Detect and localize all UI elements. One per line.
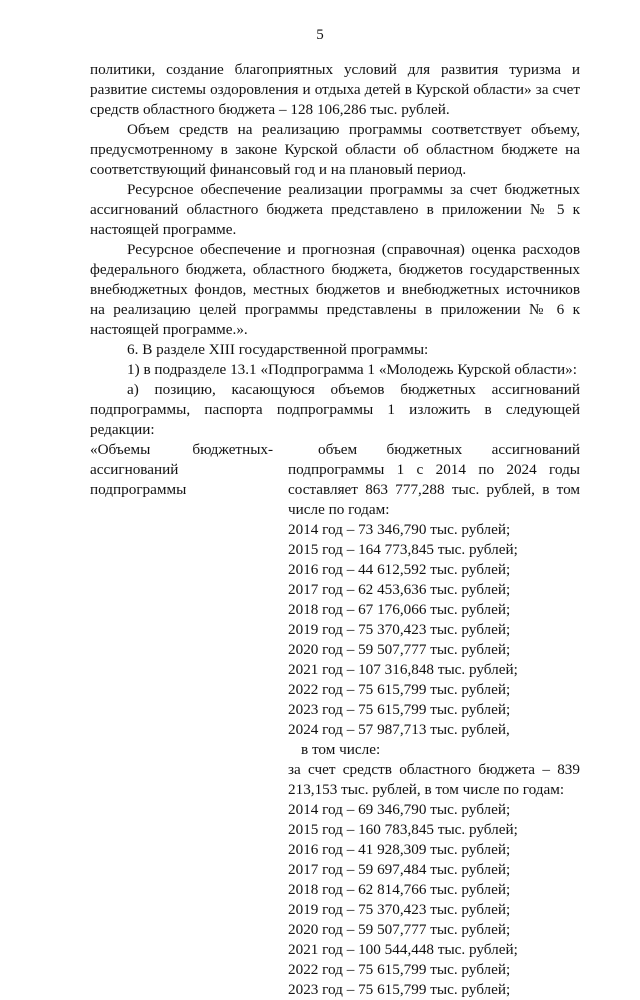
paragraph: а) позицию, касающуюся объемов бюджетных ассигнований подпрограммы, паспорта подпрограммы 1 изложить в следующей редакции: <box>90 381 580 438</box>
document-body <box>90 60 580 1000</box>
page-number: 5 <box>316 27 324 43</box>
year-line: 2017 год – 59 697,484 тыс. рублей; <box>288 861 511 878</box>
year-line: 2016 год – 41 928,309 тыс. рублей; <box>288 841 511 858</box>
year-line: 2014 год – 73 346,790 тыс. рублей; <box>288 521 511 538</box>
year-line: 2015 год – 160 783,845 тыс. рублей; <box>288 821 518 838</box>
including-label: в том числе: <box>301 741 381 758</box>
subsection-heading: 1) в подразделе 13.1 «Подпрограмма 1 «Молодежь Курской области»: <box>127 361 577 378</box>
year-line: 2019 год – 75 370,423 тыс. рублей; <box>288 621 511 638</box>
year-line: 2017 год – 62 453,636 тыс. рублей; <box>288 581 511 598</box>
year-line: 2018 год – 67 176,066 тыс. рублей; <box>288 601 511 618</box>
table-left-label: «Объемы бюджетных ассигнований подпрограммы <box>90 441 268 498</box>
year-line: 2022 год – 75 615,799 тыс. рублей; <box>288 961 511 978</box>
paragraph: Ресурсное обеспечение и прогнозная (справочная) оценка расходов федерального бюджета, областного бюджета, бюджетов государственных внебюджетных фондов, местных бюджетов и внебюджетных источников на реализацию целей программы представлены в приложении № 6 к настоящей программе.». <box>90 241 580 338</box>
year-line: 2019 год – 75 370,423 тыс. рублей; <box>288 901 511 918</box>
paragraph: Объем средств на реализацию программы соответствует объему, предусмотренному в законе Курской области об областном бюджете на соответствующий финансовый год и на плановый период. <box>90 121 580 178</box>
year-line: 2020 год – 59 507,777 тыс. рублей; <box>288 641 511 658</box>
table-intro: объем бюджетных ассигнований подпрограммы 1 с 2014 по 2024 годы составляет 863 777,288 тыс. рублей, в том числе по годам: <box>288 441 580 518</box>
year-line: 2024 год – 57 987,713 тыс. рублей, <box>288 721 510 738</box>
year-line: 2015 год – 164 773,845 тыс. рублей; <box>288 541 518 558</box>
year-line: 2022 год – 75 615,799 тыс. рублей; <box>288 681 511 698</box>
year-line: 2020 год – 59 507,777 тыс. рублей; <box>288 921 511 938</box>
year-line: 2016 год – 44 612,592 тыс. рублей; <box>288 561 511 578</box>
budget-table <box>90 440 580 1000</box>
year-line: 2018 год – 62 814,766 тыс. рублей; <box>288 881 511 898</box>
paragraph: Ресурсное обеспечение реализации программы за счет бюджетных ассигнований областного бюджета представлено в приложении № 5 к настоящей программе. <box>90 181 580 238</box>
year-line: 2023 год – 75 615,799 тыс. рублей; <box>288 701 511 718</box>
year-line: 2014 год – 69 346,790 тыс. рублей; <box>288 801 511 818</box>
year-line: 2021 год – 100 544,448 тыс. рублей; <box>288 941 518 958</box>
table-dash: - <box>268 441 274 458</box>
regional-intro: за счет средств областного бюджета – 839 213,153 тыс. рублей, в том числе по годам: <box>288 761 580 798</box>
table-right-content <box>288 440 580 1000</box>
section-heading: 6. В разделе XIII государственной программы: <box>127 341 429 358</box>
year-line: 2023 год – 75 615,799 тыс. рублей; <box>288 981 511 998</box>
year-line: 2021 год – 107 316,848 тыс. рублей; <box>288 661 518 678</box>
paragraph: политики, создание благоприятных условий для развития туризма и развитие системы оздоровления и отдыха детей в Курской области» за счет средств областного бюджета – 128 106,286 тыс. рублей. <box>90 61 580 118</box>
